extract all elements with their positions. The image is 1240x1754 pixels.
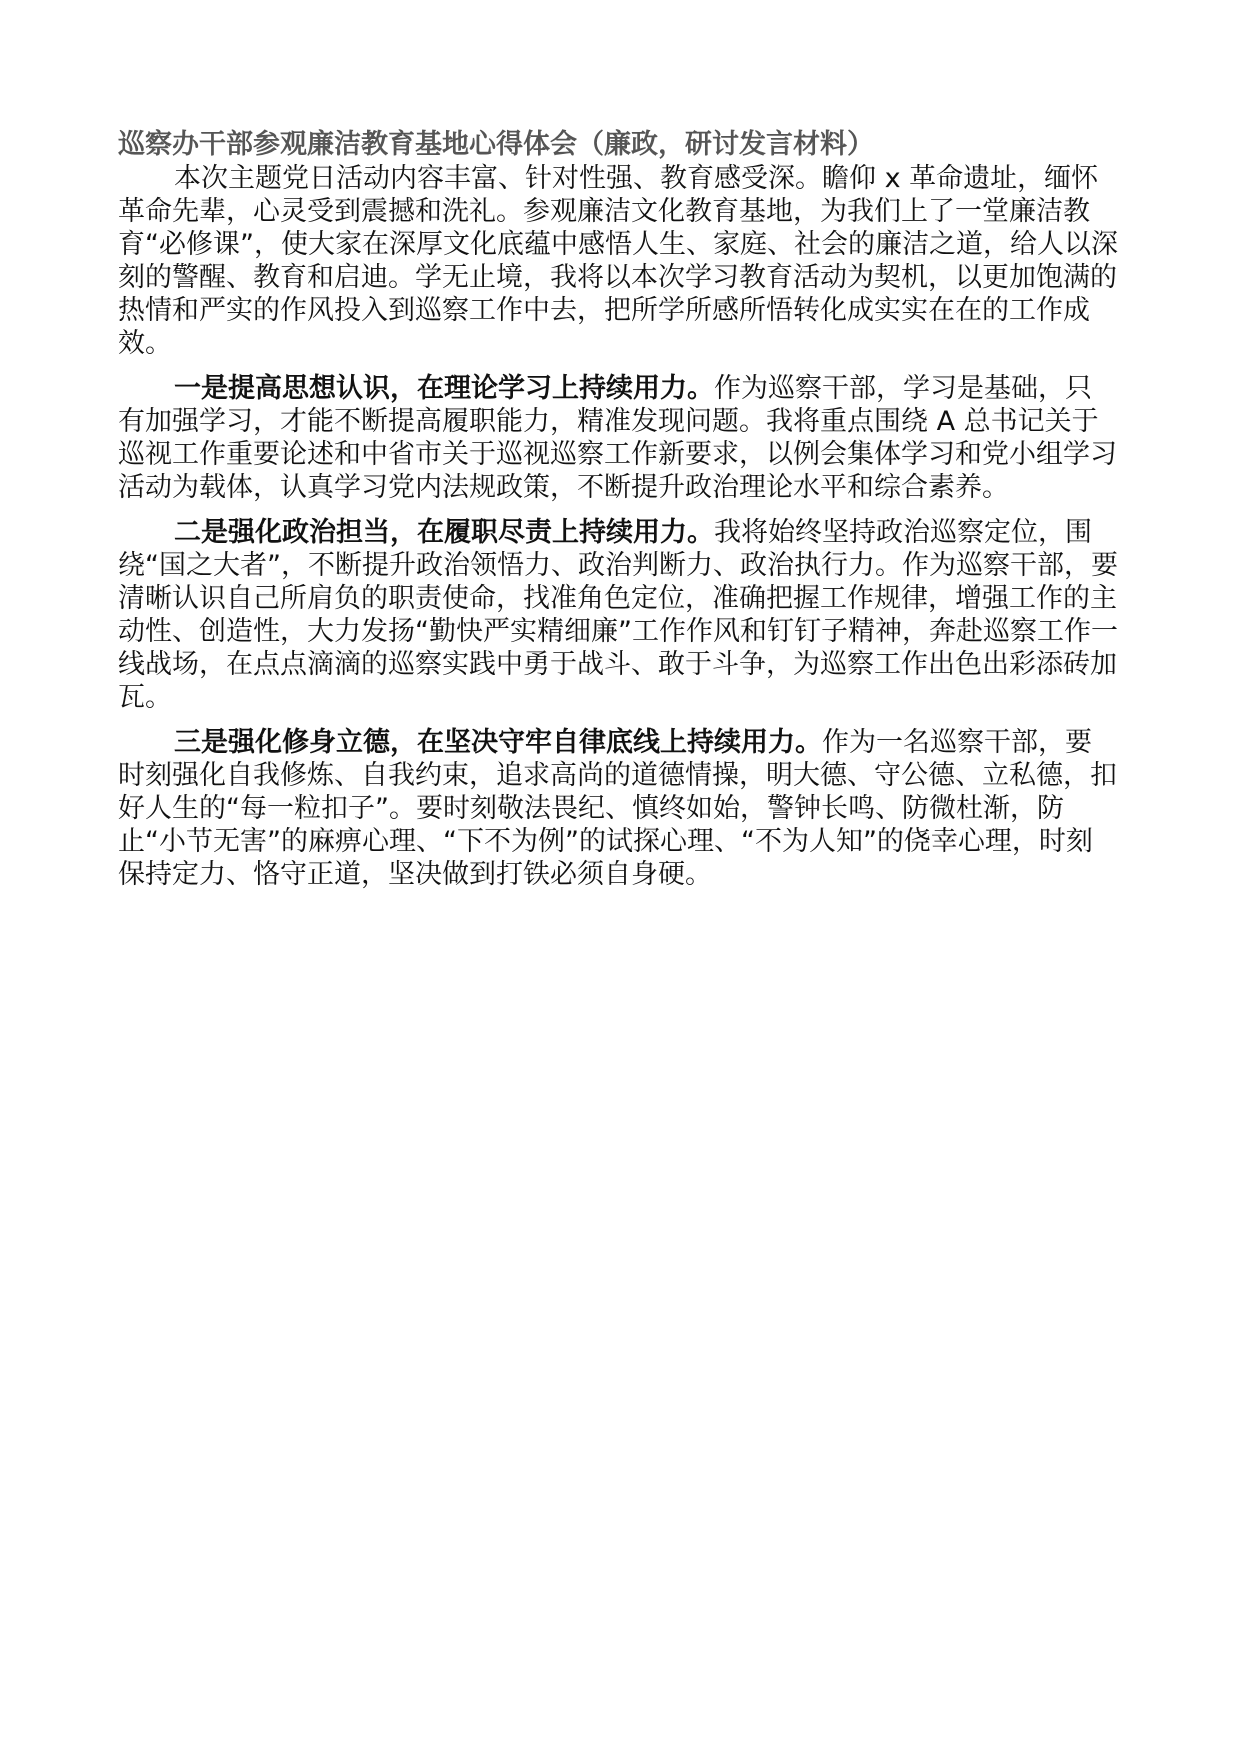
section-heading-1: 一是提高思想认识，在理论学习上持续用力。 — [174, 373, 714, 404]
intro-paragraph: 本次主题党日活动内容丰富、针对性强、教育感受深。瞻仰 x 革命遗址，缅怀革命先辈，心灵受到震撼和洗礼。参观廉洁文化教育基地，为我们上了一堂廉洁教育“必修课”，使大家在深厚文化底蕴中感悟人生、家庭、社会的廉洁之道，给人以深刻的警醒、教育和启迪。学无止境，我将以本次学习教育活动为契机，以更加饱满的热情和严实的作风投入到巡察工作中去，把所学所感所悟转化成实实在在的工作成效。 — [118, 163, 1118, 359]
section-body-2: 我将始终坚持政治巡察定位，围绕“国之大者”，不断提升政治领悟力、政治判断力、政治执行力。作为巡察干部，要清晰认识自己所肩负的职责使命，找准角色定位，准确把握工作规律，增强工作的主动性、创造性，大力发扬“勤快严实精细廉”工作作风和钉钉子精神，奔赴巡察工作一线战场，在点点滴滴的巡察实践中勇于战斗、敢于斗争，为巡察工作出色出彩添砖加瓦。 — [118, 517, 1118, 713]
section-paragraph-1 — [118, 372, 1118, 504]
section-paragraph-3 — [118, 726, 1118, 891]
document-title: 巡察办干部参观廉洁教育基地心得体会（廉政，研讨发言材料） — [118, 129, 874, 160]
section-heading-3: 三是强化修身立德，在坚决守牢自律底线上持续用力。 — [174, 727, 822, 758]
document-page — [118, 128, 1118, 891]
section-body-1: 作为巡察干部，学习是基础，只有加强学习，才能不断提高履职能力，精准发现问题。我将重点围绕 A 总书记关于巡视工作重要论述和中省市关于巡视巡察工作新要求，以例会集体学习和党小组学习活动为载体，认真学习党内法规政策，不断提升政治理论水平和综合素养。 — [118, 373, 1117, 503]
section-heading-2: 二是强化政治担当，在履职尽责上持续用力。 — [174, 517, 714, 548]
section-paragraph-2 — [118, 516, 1118, 714]
section-body-3: 作为一名巡察干部，要时刻强化自我修炼、自我约束，追求高尚的道德情操，明大德、守公德、立私德，扣好人生的“每一粒扣子”。要时刻敬法畏纪、慎终如始，警钟长鸣、防微杜渐，防止“小节无害”的麻痹心理、“下不为例”的试探心理、“不为人知”的侥幸心理，时刻保持定力、恪守正道，坚决做到打铁必须自身硬。 — [118, 727, 1117, 890]
